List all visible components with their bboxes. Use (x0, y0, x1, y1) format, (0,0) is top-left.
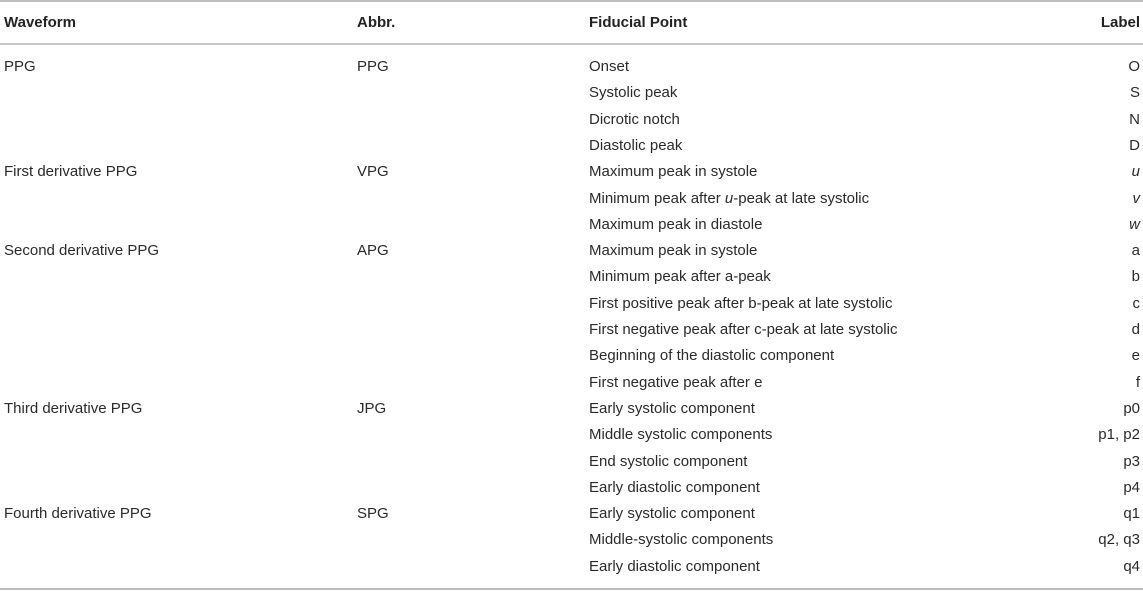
fiducial-point-cell (589, 347, 834, 365)
fiducial-text: Minimum peak after a-peak (589, 268, 771, 286)
abbreviation-cell: SPG (357, 505, 389, 523)
fiducial-text: Onset (589, 58, 630, 75)
fiducial-point-cell (589, 321, 897, 339)
waveform-cell: Second derivative PPG (4, 242, 160, 260)
fiducial-text-suffix: -peak at late systolic (733, 189, 870, 207)
fiducial-point-cell (589, 426, 772, 444)
fiducial-italic-symbol: u (724, 189, 734, 207)
table-row (0, 426, 1143, 452)
fiducial-point-cell (589, 137, 682, 155)
fiducial-point-cell (589, 190, 869, 208)
fiducial-text: First positive peak after b-peak at late systolic (589, 294, 893, 312)
table-row (0, 479, 1143, 505)
fiducial-text: Early diastolic component (589, 557, 760, 575)
header-waveform: Waveform (4, 14, 76, 31)
fiducial-point-cell (589, 531, 773, 549)
label-cell: u (1131, 163, 1140, 181)
label-cell: p0 (1123, 399, 1140, 417)
header-divider-rule (0, 43, 1143, 45)
label-cell: q2, q3 (1098, 531, 1140, 549)
waveform-cell: PPG (4, 58, 36, 75)
fiducial-text: Dicrotic notch (589, 110, 680, 128)
table-row (0, 400, 1143, 426)
label-cell: c (1132, 294, 1140, 312)
table-top-rule (0, 0, 1143, 2)
label-cell: p1, p2 (1098, 426, 1140, 444)
fiducial-text: First negative peak after e (589, 373, 763, 391)
label-cell: v (1132, 189, 1140, 207)
label-cell: D (1129, 136, 1140, 154)
label-cell: N (1129, 110, 1140, 128)
fiducial-text: Early systolic component (589, 505, 755, 523)
header-abbreviation: Abbr. (357, 14, 396, 31)
table-row (0, 374, 1143, 400)
fiducial-text: First negative peak after c-peak at late systolic (589, 321, 898, 338)
label-cell: e (1131, 347, 1140, 365)
fiducial-point-cell (589, 558, 760, 576)
fiducial-text: Maximum peak in diastole (589, 215, 763, 233)
label-cell: d (1131, 321, 1140, 338)
table-row (0, 347, 1143, 373)
fiducial-text: Diastolic peak (589, 136, 683, 154)
table-row (0, 321, 1143, 347)
fiducial-point-cell (589, 400, 755, 418)
abbreviation-cell: APG (357, 242, 389, 260)
fiducial-point-cell (589, 242, 757, 260)
table-row (0, 163, 1143, 189)
fiducial-text: End systolic component (589, 452, 748, 470)
fiducial-point-cell (589, 58, 629, 76)
table-row (0, 111, 1143, 137)
table-row (0, 531, 1143, 557)
fiducial-point-cell (589, 374, 762, 392)
fiducial-text: Early systolic component (589, 399, 755, 417)
waveform-cell: First derivative PPG (4, 163, 138, 181)
label-cell: q4 (1123, 557, 1140, 575)
label-cell: q1 (1123, 505, 1140, 523)
fiducial-text: Middle systolic components (589, 426, 773, 444)
table-row (0, 295, 1143, 321)
fiducial-point-cell (589, 453, 747, 471)
table-row (0, 505, 1143, 531)
label-cell: f (1135, 373, 1140, 391)
table-bottom-rule (0, 588, 1143, 590)
header-label: Label (1100, 14, 1140, 31)
label-cell: a (1131, 242, 1140, 260)
table-row (0, 58, 1143, 84)
abbreviation-cell: VPG (357, 163, 389, 181)
label-cell: O (1128, 58, 1140, 75)
fiducial-point-cell (589, 111, 680, 129)
table-row (0, 242, 1143, 268)
table-row (0, 453, 1143, 479)
fiducial-text: Middle-systolic components (589, 531, 774, 549)
header-fiducial-point: Fiducial Point (589, 14, 688, 31)
fiducial-point-cell (589, 505, 755, 523)
table-row (0, 558, 1143, 584)
waveform-cell: Fourth derivative PPG (4, 505, 152, 523)
label-cell: p4 (1123, 478, 1140, 496)
abbreviation-cell: JPG (357, 399, 387, 417)
fiducial-text: Minimum peak after (589, 189, 725, 207)
label-cell: b (1131, 268, 1140, 286)
fiducial-point-cell (589, 163, 757, 181)
fiducial-text: Maximum peak in systole (589, 163, 758, 181)
label-cell: w (1129, 215, 1140, 233)
waveform-cell: Third derivative PPG (4, 399, 143, 417)
label-cell: p3 (1123, 452, 1140, 470)
fiducial-text: Maximum peak in systole (589, 242, 758, 260)
table-row (0, 268, 1143, 294)
fiducial-point-cell (589, 479, 760, 497)
fiducial-point-cell (589, 84, 677, 102)
fiducial-point-cell (589, 216, 762, 234)
fiducial-text: Systolic peak (589, 84, 678, 102)
fiducial-text: Beginning of the diastolic component (589, 347, 835, 365)
table-row (0, 137, 1143, 163)
abbreviation-cell: PPG (357, 58, 389, 75)
fiducial-text: Early diastolic component (589, 478, 760, 496)
table-row (0, 190, 1143, 216)
fiducial-point-cell (589, 268, 771, 286)
label-cell: S (1129, 84, 1140, 102)
table-row (0, 84, 1143, 110)
fiducial-point-cell (589, 295, 892, 313)
table-row (0, 216, 1143, 242)
